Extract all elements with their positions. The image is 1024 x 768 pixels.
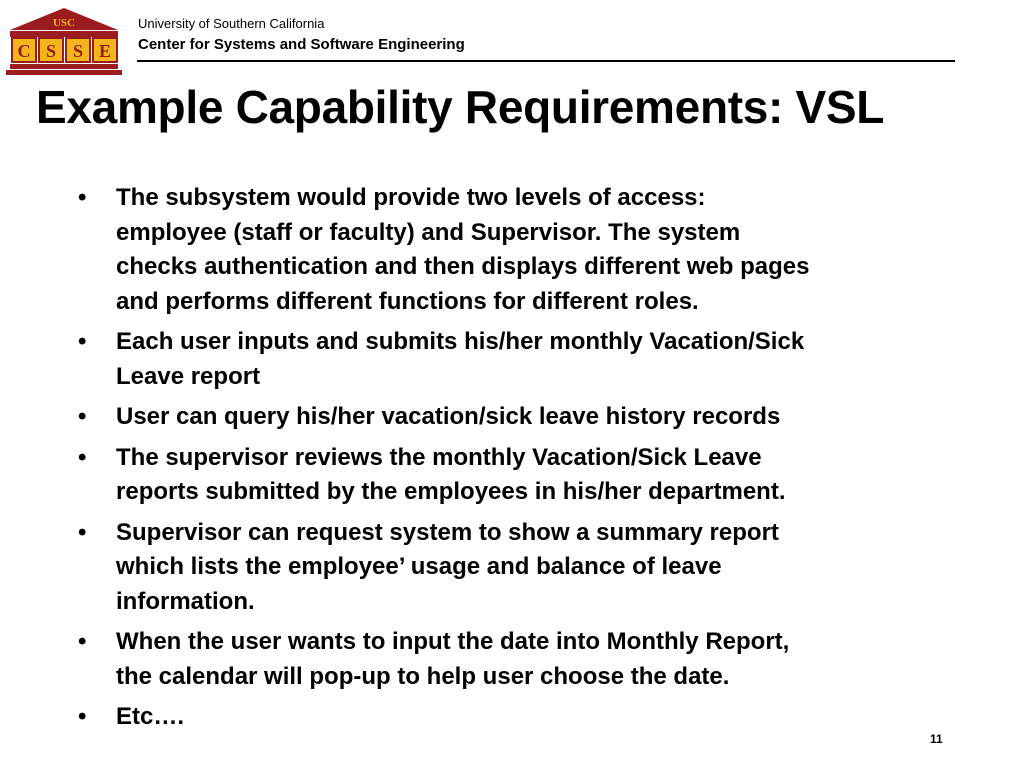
logo-usc-text: USC [52,17,76,29]
bullet-item [74,325,954,394]
header-divider [137,60,955,62]
bullet-text-line: User can query his/her vacation/sick leave history records [116,403,781,430]
header-center-name: Center for Systems and Software Engineering [138,36,465,53]
bullet-text-line: the calendar will pop-up to help user choose the date. [116,662,730,690]
bullet-item [74,441,954,510]
svg-text:C: C [17,41,31,61]
svg-text:S: S [45,41,57,61]
bullet-marker: • [78,443,87,471]
bullet-text-line: When the user wants to input the date into Monthly Report, [116,628,790,655]
bullet-marker: • [78,184,87,211]
bullet-marker: • [78,703,87,730]
bullet-marker: • [78,628,87,655]
bullet-text-line: employee (staff or faculty) and Supervisor. The system [116,218,741,246]
bullet-text-line: reports submitted by the employees in his/her department. [116,478,786,505]
page-number: 11 [930,732,943,746]
bullet-item [74,181,954,319]
bullet-item [74,400,954,435]
svg-text:E: E [98,41,112,61]
logo-columns [12,38,117,62]
bullet-text-line: The subsystem would provide two levels of access: [116,184,706,211]
bullet-marker: • [78,518,87,546]
bullet-text-line: Supervisor can request system to show a summary report [116,518,779,546]
bullet-text-line: checks authentication and then displays different web pages [116,253,810,280]
bullet-item [74,700,954,735]
bullet-item [74,516,954,620]
bullet-text-line: and performs different functions for different roles. [116,287,699,315]
bullet-text-line: Each user inputs and submits his/her monthly Vacation/Sick [116,328,805,355]
bullet-text-line: which lists the employee’ usage and balance of leave [116,553,722,580]
svg-text:S: S [72,41,84,61]
slide-title: Example Capability Requirements: VSL [36,81,885,133]
csse-logo [6,6,122,76]
header-university: University of Southern California [138,16,325,31]
bullet-item [74,625,954,694]
bullet-list [74,181,954,741]
bullet-text-line: information. [116,587,255,615]
bullet-marker: • [78,403,87,430]
bullet-text-line: Leave report [116,362,261,390]
bullet-marker: • [78,328,87,355]
bullet-text-line: The supervisor reviews the monthly Vacation/Sick Leave [116,443,762,471]
bullet-text-line: Etc…. [116,703,185,730]
